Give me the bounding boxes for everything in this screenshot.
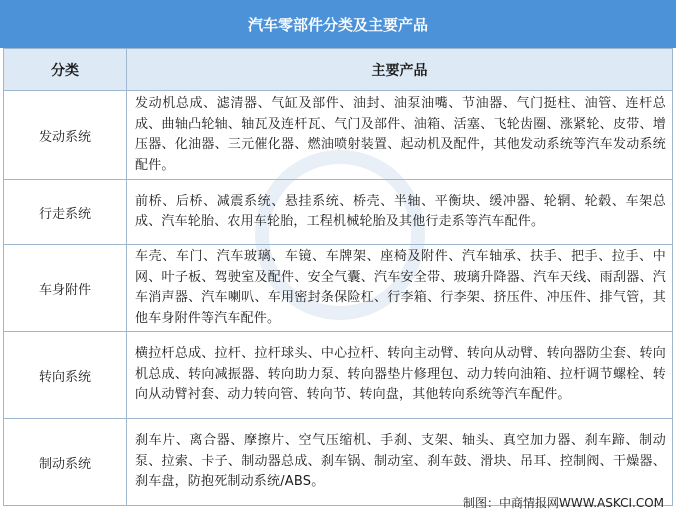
table-row [4, 91, 673, 180]
table-row [4, 419, 673, 506]
table-header-row [4, 49, 673, 91]
category-cell: 转向系统 [4, 332, 127, 419]
table-row [4, 180, 673, 245]
header-category: 分类 [4, 49, 127, 91]
table-row [4, 332, 673, 419]
category-cell: 行走系统 [4, 180, 127, 245]
products-cell: 前桥、后桥、减震系统、悬挂系统、桥壳、半轴、平衡块、缓冲器、轮辋、轮毂、车架总成、汽车轮胎、农用车轮胎，工程机械轮胎及其他行走系等汽车配件。 [127, 180, 673, 245]
table-row [4, 245, 673, 332]
products-cell: 横拉杆总成、拉杆、拉杆球头、中心拉杆、转向主动臂、转向从动臂、转向器防尘套、转向机总成、转向减振器、转向助力泵、转向器垫片修理包、动力转向油箱、拉杆调节螺栓、转向从动臂衬套、动力转向管、转向节、转向盘，其他转向系统等汽车配件。 [127, 332, 673, 419]
products-cell: 车壳、车门、汽车玻璃、车镜、车牌架、座椅及附件、汽车轴承、扶手、把手、拉手、中网、叶子板、驾驶室及配件、安全气囊、汽车安全带、玻璃升降器、汽车天线、雨刮器、汽车消声器、汽车喇叭、车用密封条保险杠、行李箱、行李架、挤压件、冲压件、排气管，其他车身附件等汽车配件。 [127, 245, 673, 332]
category-cell: 发动系统 [4, 91, 127, 180]
category-cell: 车身附件 [4, 245, 127, 332]
page-title: 汽车零部件分类及主要产品 [247, 15, 428, 34]
source-note: 制图：中商情报网WWW.ASKCI.COM [463, 496, 664, 510]
header-products: 主要产品 [127, 49, 673, 91]
product-table [3, 48, 673, 506]
table-title-bar [0, 0, 676, 48]
products-cell: 刹车片、离合器、摩擦片、空气压缩机、手刹、支架、轴头、真空加力器、刹车蹄、制动泵、拉索、卡子、制动器总成、刹车锅、制动室、刹车鼓、滑块、吊耳、控制阀、干燥器、刹车盘，防抱死制动系统/ABS。 [127, 419, 673, 506]
products-cell: 发动机总成、滤清器、气缸及部件、油封、油泵油嘴、节油器、气门挺柱、油管、连杆总成、曲轴凸轮轴、轴瓦及连杆瓦、气门及部件、油箱、活塞、飞轮齿圈、涨紧轮、皮带、增压器、化油器、三元催化器、燃油喷射装置、起动机及配件，其他发动系统等汽车发动系统配件。 [127, 91, 673, 180]
category-cell: 制动系统 [4, 419, 127, 506]
